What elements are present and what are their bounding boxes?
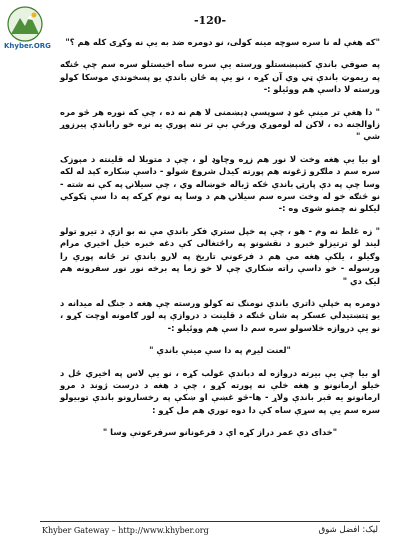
paragraph: "خدای دې عمر دراز کړه اې د فرعونانو سرفرعونې وسا "	[102, 427, 338, 438]
page-number: -120-	[193, 14, 227, 27]
paragraph: "لعنت لیږم په دا سې مینې باندې "	[149, 345, 291, 356]
paragraph: " زه غلط نه وم - هو ، چې په خپل ستري فکر باندې مې نه بو ازې د تیرو تولو لیند لو ترتیزلو خبرو د نقشونو په راځتغالی کې دغه خبره خیل اخیري مرام وګیلو ، یلکې هغه مې هم د فرعوني تاریخ په لارو باندې تر ځانه پورې را ورسوله - خو داسې راته ښکاري چې لا خو زما په برخه نور نور سفرونه هم لیک دي "	[60, 225, 380, 286]
footer-website: Khyber Gateway – http://www.khyber.org	[42, 526, 209, 535]
document-body	[60, 36, 380, 449]
paragraph: "که هغې له نا سره سوچه مینه کولی، نو دومره ضد به یې نه وکړی کله هم ؟"	[65, 37, 380, 47]
paragraph: " دا هغې تر مینې غو ډ سوپسې ډېښمنی لا هم نه ده ، چې که نوره هر څو مره زاوالجنه ده ، لاکن له لوموړي ورځې بې تر ننه پورې یه نږه خو راباندې پیرزوړ شي "	[60, 106, 380, 142]
paragraph: او بیا یې هغه وخت لا نور هم زړه وچاوډ لو ، چې د متوبلا له قلینته د مېوزک سره سم د ملګرو ژغونه هم پورته کیدل شروع شولو - داسې ښکاره کېد له لکه وسا چې په دې پارټۍ باندې څکه ژباله خوښاله وي ، چې سیلانۍ په کې نه شته - نو څنګه خو له وخت سره سم سیلانۍ هم د وسا په نوم کړکه په دا سې ټکوکي لیکلو نه چمنو شوی وه :-	[60, 153, 380, 214]
footer-author: لیک: افضل شوق	[318, 525, 378, 535]
paragraph: او بیا چې یې بیرته دروازه له دباندې غولب کړه ، نو یې لاس په اخیري ځل د خیلو ارمانونو و هغه خلې نه پورته کړو ، چې د هغه د درست ژوند د مرو ارمانونو یه قبر باندې ولاړ - ها-څو غښې او ښکې په رخسارونو باندې توبیولو سره سم یې په سړې ساه کې دا دوه توري هم مل کړو :	[60, 367, 380, 415]
logo-label: Khyber.ORG	[4, 42, 51, 50]
paragraph: دومره په خپلې ذاتري باندې نومنګ ته کولو ورسته چې هغه د جنګ له میدانه د یو ټتښتیدلي عسکر په شان ځنګه د قلینت د دروازې په لور ګامونه اوچت کړو ، نو یې دروازه خلاسولو سره سم دا سې هم ووئیلو :-	[60, 297, 380, 333]
paragraph: په صوفي باندې کښېښستلو ورسته یې سره ساه اخیستلو سره سم چې ځنګه په ریموټ باندې ټي وي آن کړه ، نو یې په ځان باندې یو پسخوندي موسکا کولو ورسته لا داسې هم ووئیلو :-	[60, 59, 380, 95]
footer-divider	[40, 521, 380, 522]
